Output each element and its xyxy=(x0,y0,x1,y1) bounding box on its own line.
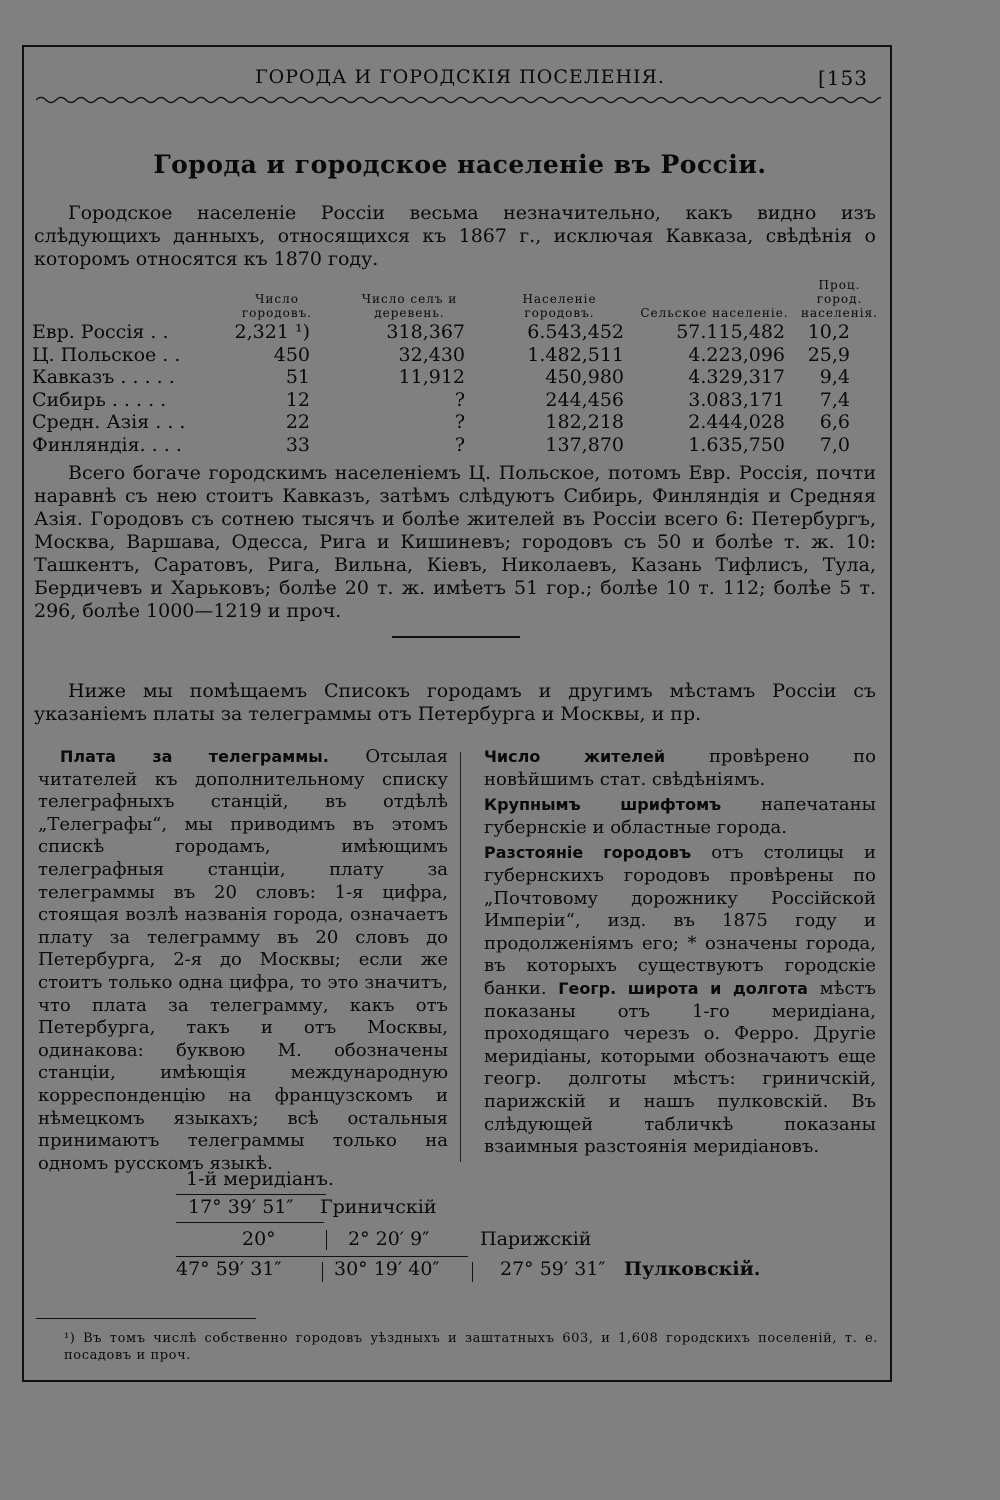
table-cell-urban: 137,870 xyxy=(545,433,624,456)
meridian-bar xyxy=(326,1230,327,1250)
population-note-heading: Число жителей xyxy=(484,747,666,766)
table-cell-urban: 450,980 xyxy=(545,366,624,389)
table-cell-rural: 57.115,482 xyxy=(676,321,785,344)
paris-distance-greenwich: 2° 20′ 9″ xyxy=(348,1228,430,1250)
page-frame-left xyxy=(22,45,24,1380)
table-cell-villages: ? xyxy=(454,433,465,456)
pulkovo-distance-first: 47° 59′ 31″ xyxy=(176,1258,282,1280)
table-cell-villages: 11,912 xyxy=(398,366,465,389)
table-cell-rural: 3.083,171 xyxy=(688,388,785,411)
coordinates-note-text: мѣстъ показаны отъ 1-го меридіана, проходящаго черезъ о. Ферро. Другіе меридіаны, которыми обозначаютъ еще геогр. долготы мѣстъ: гриничскій, парижскій и нашъ пулковскій. Въ слѣдующей табличкѣ показаны взаимныя разстоянія меридіановъ. xyxy=(484,977,876,1158)
coordinates-note-heading: Геогр. широта и долгота xyxy=(558,978,808,998)
table-cell-villages: 32,430 xyxy=(398,343,465,366)
large-type-note-text: напечатаны губернскіе и областные города. xyxy=(484,794,876,838)
meridian-rule xyxy=(176,1194,326,1195)
table-cell-towns: 12 xyxy=(285,388,310,411)
pulkovo-distance-paris: 27° 59′ 31″ xyxy=(500,1258,606,1280)
page-frame-right xyxy=(890,45,892,1380)
meridian-table xyxy=(176,1164,776,1284)
running-head xyxy=(40,66,880,92)
greenwich-label: Гриничскій xyxy=(320,1196,437,1218)
table-cell-towns: 51 xyxy=(285,366,310,389)
table-header-row xyxy=(32,278,882,321)
table-cell-towns: 22 xyxy=(285,411,310,434)
table-header: Число селъ и деревень. xyxy=(361,292,458,320)
table-row xyxy=(32,411,882,434)
intro-paragraph: Городское населеніе Россіи весьма незначительно, какъ видно изъ слѣдующихъ данныхъ, относящихся къ 1867 г., исключая Кавказа, свѣдѣнія о которомъ относятся къ 1870 году. xyxy=(34,202,876,270)
table-header: Населеніе городовъ. xyxy=(522,292,597,320)
distance-note xyxy=(484,842,876,1158)
column-divider xyxy=(460,752,461,1162)
table-row xyxy=(32,389,882,412)
table-cell-pct: 6,6 xyxy=(819,411,850,434)
paris-distance-first: 20° xyxy=(242,1228,276,1250)
wavy-ornament-rule xyxy=(36,93,881,107)
table-cell-urban: 244,456 xyxy=(545,388,624,411)
table-cell-rural: 1.635,750 xyxy=(688,433,785,456)
population-note-text: провѣрено по новѣйшимъ стат. свѣдѣніямъ. xyxy=(484,746,876,790)
table-cell-name: Финляндія. . . . xyxy=(32,433,182,456)
table-cell-rural: 4.329,317 xyxy=(688,366,785,389)
table-header: Проц. город. населенія. xyxy=(801,278,878,320)
summary-paragraph: Всего богаче городскимъ населеніемъ Ц. Польское, потомъ Евр. Россія, почти наравнѣ съ нею стоитъ Кавказъ, затѣмъ слѣдуютъ Сибирь, Финляндія и Средняя Азія. Городовъ съ сотнею тысячъ и болѣе жителей въ Россіи всего 6: Петербургъ, Москва, Варшава, Одесса, Рига и Кишиневъ; городовъ съ 50 и болѣе т. ж. 10: Ташкентъ, Саратовъ, Рига, Вильна, Кіевъ, Николаевъ, Казань Тифлисъ, Тула, Бердичевъ и Харьковъ; болѣе 20 т. ж. имѣетъ 51 гор.; болѣе 10 т. 112; болѣе 5 т. 296, болѣе 1000—1219 и проч. xyxy=(34,462,876,622)
table-cell-pct: 7,0 xyxy=(819,433,850,456)
pulkovo-distance-greenwich: 30° 19′ 40″ xyxy=(334,1258,440,1280)
table-cell-urban: 1.482,511 xyxy=(527,343,624,366)
large-type-note xyxy=(484,794,876,839)
page-frame-bottom xyxy=(22,1380,892,1382)
table-cell-towns: 450 xyxy=(273,343,310,366)
page-number: [153 xyxy=(818,66,868,90)
table-cell-villages: ? xyxy=(454,411,465,434)
population-table xyxy=(32,278,882,456)
table-cell-rural: 2.444,028 xyxy=(688,411,785,434)
table-row xyxy=(32,434,882,457)
table-cell-pct: 7,4 xyxy=(819,388,850,411)
distance-note-text: отъ столицы и губернскихъ городовъ провѣрены по „Почтовому дорожнику Россійской Имперіи“, изд. въ 1875 году и продолженіямъ его; * означены города, въ которыхъ существуютъ городскіе банки. xyxy=(484,842,876,999)
table-cell-urban: 182,218 xyxy=(545,411,624,434)
telegram-fees-text: Отсылая читателей къ дополнительному списку телеграфныхъ станцій, въ отдѣлѣ „Телеграфы“, мы приводимъ въ этомъ спискѣ городамъ, имѣющимъ телеграфныя станціи, плату за телеграммы въ 20 словъ: 1-я цифра, стоящая возлѣ названія города, означаетъ плату за телеграмму въ 20 словъ до Петербурга, 2-я до Москвы; если же стоитъ только одна цифра, то это значитъ, что плата за телеграмму, какъ отъ Петербурга, такъ и отъ Москвы, одинакова: буквою М. обозначены станціи, имѣющія международную корреспонденцію на французскомъ и нѣмецкомъ языкахъ; всѣ остальныя принимаютъ телеграммы только на одномъ русскомъ языкѣ. xyxy=(38,746,448,1174)
large-type-note-heading: Крупнымъ шрифтомъ xyxy=(484,795,722,815)
footnote-text: ¹) Въ томъ числѣ собственно городовъ уѣздныхъ и заштатныхъ 603, и 1,608 городскихъ поселеній, т. е. посадовъ и проч. xyxy=(64,1331,878,1363)
table-header: Число городовъ. xyxy=(241,292,313,320)
running-title: ГОРОДА И ГОРОДСКІЯ ПОСЕЛЕНІЯ. xyxy=(255,66,665,88)
telegram-fees-paragraph xyxy=(38,746,448,1175)
greenwich-distance: 17° 39′ 51″ xyxy=(188,1196,294,1218)
table-cell-name: Сибирь . . . . . xyxy=(32,388,167,411)
table-cell-pct: 9,4 xyxy=(819,366,850,389)
page-title: Города и городское населеніе въ Россіи. xyxy=(153,150,767,179)
section-separator xyxy=(392,636,520,638)
table-cell-towns: 33 xyxy=(285,433,310,456)
paris-label: Парижскій xyxy=(480,1228,592,1250)
meridian-first: 1-й меридіанъ. xyxy=(186,1168,334,1190)
population-note xyxy=(484,746,876,791)
meridian-rule xyxy=(176,1256,468,1257)
page-frame-top xyxy=(22,45,892,47)
pulkovo-label: Пулковскій. xyxy=(624,1258,761,1280)
table-cell-pct: 10,2 xyxy=(807,321,850,344)
table-cell-urban: 6.543,452 xyxy=(527,321,624,344)
table-cell-villages: ? xyxy=(454,388,465,411)
table-cell-villages: 318,367 xyxy=(386,321,465,344)
table-cell-pct: 25,9 xyxy=(807,343,850,366)
table-cell-towns: 2,321 ¹) xyxy=(234,321,310,344)
telegram-fees-heading: Плата за телеграммы. xyxy=(60,747,329,766)
notice-paragraph: Ниже мы помѣщаемъ Списокъ городамъ и другимъ мѣстамъ Россіи съ указаніемъ платы за телеграммы отъ Петербурга и Москвы, и пр. xyxy=(34,680,876,725)
meridian-bar xyxy=(472,1262,473,1282)
right-column xyxy=(484,746,876,1162)
table-cell-name: Евр. Россія . . xyxy=(32,321,169,344)
table-header: Сельское населеніе. xyxy=(640,306,789,320)
meridian-rule xyxy=(176,1222,324,1223)
distance-note-heading: Разстояніе городовъ xyxy=(484,843,692,863)
table-row xyxy=(32,366,882,389)
table-header xyxy=(32,278,222,321)
table-row xyxy=(32,344,882,367)
table-cell-rural: 4.223,096 xyxy=(688,343,785,366)
footnote-rule xyxy=(36,1318,256,1319)
table-cell-name: Кавказъ . . . . . xyxy=(32,366,175,389)
meridian-bar xyxy=(322,1262,323,1282)
table-cell-name: Ц. Польское . . xyxy=(32,343,181,366)
footnote xyxy=(38,1330,878,1364)
left-column xyxy=(38,746,448,1178)
table-cell-name: Средн. Азія . . . xyxy=(32,411,186,434)
table-row xyxy=(32,321,882,344)
